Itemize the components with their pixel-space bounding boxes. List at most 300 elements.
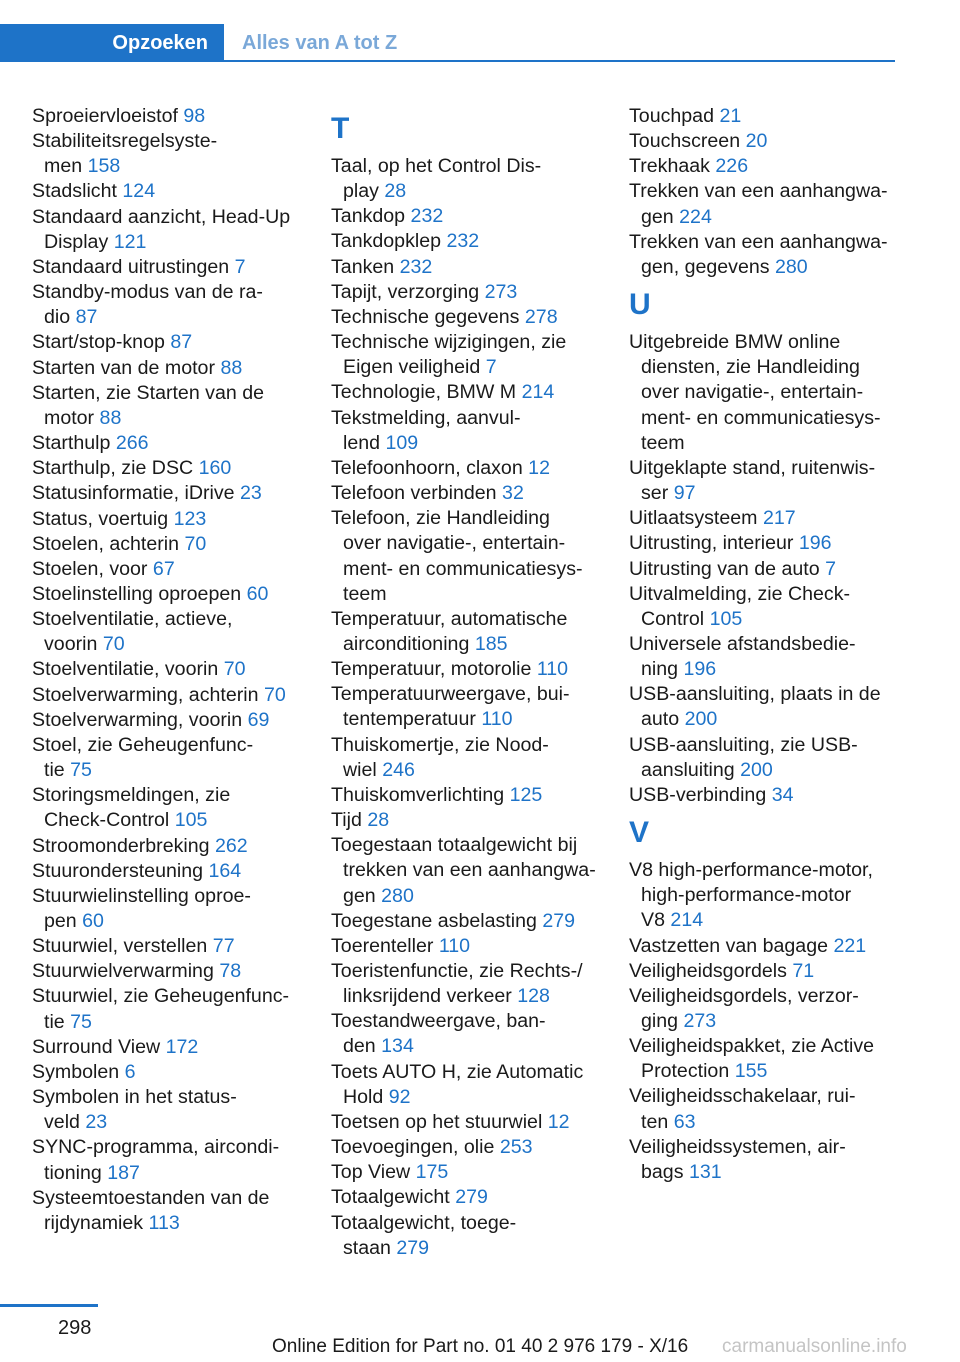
page-link[interactable]: 246 bbox=[382, 758, 415, 781]
entry-text: Uitgeklapte stand, ruitenwis- bbox=[629, 456, 876, 479]
page-link[interactable]: 23 bbox=[85, 1111, 108, 1134]
page-link[interactable]: 232 bbox=[399, 255, 433, 278]
entry-text: Technische wijzigingen, zie bbox=[331, 331, 567, 354]
index-entry bbox=[331, 657, 621, 682]
header-divider bbox=[0, 60, 895, 62]
page-link[interactable]: 253 bbox=[499, 1136, 533, 1159]
page-link[interactable]: 123 bbox=[173, 507, 207, 530]
index-entry bbox=[629, 1084, 919, 1134]
entry-text: Stuurwielverwarming bbox=[32, 960, 214, 983]
page-link[interactable]: 221 bbox=[833, 934, 867, 957]
page-link[interactable]: 124 bbox=[122, 180, 156, 203]
index-entry bbox=[331, 783, 621, 808]
index-entry bbox=[629, 934, 919, 959]
entry-text: men bbox=[44, 155, 83, 178]
entry-text: Tapijt, verzorging bbox=[331, 280, 480, 303]
page-link[interactable]: 279 bbox=[455, 1186, 488, 1209]
entry-text: Sproeiervloeistof bbox=[32, 105, 178, 127]
index-entry bbox=[331, 1211, 621, 1261]
edition-note: Online Edition for Part no. 01 40 2 976 179 - X/16 bbox=[272, 1336, 689, 1357]
entry-text: Uitrusting, interieur bbox=[629, 532, 794, 555]
index-entry bbox=[32, 557, 322, 582]
page-link[interactable]: 128 bbox=[517, 985, 550, 1008]
entry-text: Symbolen bbox=[32, 1060, 120, 1083]
entry-text: tentemperatuur bbox=[343, 708, 476, 731]
index-entry bbox=[629, 733, 919, 783]
entry-text: Telefoon verbinden bbox=[331, 482, 497, 505]
page-link[interactable]: 280 bbox=[381, 884, 414, 907]
entry-text: Standaard uitrustingen bbox=[32, 255, 230, 278]
entry-text: gen bbox=[641, 205, 674, 228]
page-link[interactable]: 78 bbox=[219, 960, 242, 983]
entry-text: high-performance-motor bbox=[641, 884, 852, 907]
header-tab-bar bbox=[0, 24, 895, 62]
page-link[interactable]: 121 bbox=[113, 230, 147, 253]
index-entry bbox=[331, 204, 621, 229]
page-number: 298 bbox=[58, 1317, 92, 1339]
entry-text: aansluiting bbox=[641, 758, 735, 781]
entry-text: Touchscreen bbox=[629, 130, 741, 153]
entry-text: Totaalgewicht bbox=[331, 1186, 450, 1209]
page-link[interactable]: 105 bbox=[709, 607, 743, 630]
page-link[interactable]: 70 bbox=[263, 683, 286, 706]
index-entry bbox=[629, 557, 919, 582]
index-entry bbox=[629, 506, 919, 531]
entry-text: Stoel, zie Geheugenfunc- bbox=[32, 733, 254, 756]
entry-text: Toerenteller bbox=[331, 934, 434, 957]
index-entry bbox=[32, 179, 322, 204]
page-link[interactable]: 70 bbox=[223, 658, 246, 681]
entry-text: Stroomonderbreking bbox=[32, 834, 210, 857]
index-entry bbox=[331, 481, 621, 506]
index-entry bbox=[32, 657, 322, 682]
page-link[interactable]: 273 bbox=[683, 1010, 717, 1032]
index-entry bbox=[331, 305, 621, 330]
entry-text: Tankdop bbox=[331, 205, 406, 228]
index-entry bbox=[629, 783, 919, 808]
page-link[interactable]: 217 bbox=[762, 507, 796, 530]
entry-text: Toets AUTO H, zie Automatic bbox=[331, 1060, 584, 1083]
page-link[interactable]: 172 bbox=[165, 1035, 199, 1058]
index-entry bbox=[331, 934, 621, 959]
index-entry bbox=[331, 1060, 621, 1110]
entry-text: trekken van een aanhangwa- bbox=[343, 859, 596, 882]
page-link[interactable]: 134 bbox=[381, 1035, 414, 1058]
entry-text: Stuurondersteuning bbox=[32, 859, 204, 882]
entry-text: Taal, op het Control Dis- bbox=[331, 155, 542, 177]
index-entry bbox=[32, 733, 322, 783]
entry-text: Stoelen, voor bbox=[32, 557, 148, 580]
entry-text: Standaard aanzicht, Head-Up bbox=[32, 205, 291, 228]
page-link[interactable]: 155 bbox=[734, 1060, 768, 1083]
entry-text: USB-aansluiting, plaats in de bbox=[629, 683, 881, 706]
entry-text: Uitgebreide BMW online bbox=[629, 331, 841, 354]
entry-text: Starten, zie Starten van de bbox=[32, 381, 264, 404]
entry-text: Stoelinstelling oproepen bbox=[32, 582, 242, 605]
index-entry bbox=[331, 280, 621, 305]
page-link[interactable]: 75 bbox=[70, 759, 92, 782]
page-link[interactable]: 175 bbox=[415, 1161, 449, 1184]
page-link[interactable]: 71 bbox=[792, 959, 815, 982]
index-entry bbox=[32, 984, 322, 1034]
index-entry bbox=[32, 280, 322, 330]
index-entry bbox=[331, 682, 621, 732]
page-link[interactable]: 110 bbox=[438, 934, 471, 957]
entry-text: Starthulp bbox=[32, 432, 111, 455]
page-link[interactable]: 196 bbox=[798, 532, 832, 555]
index-entry bbox=[32, 959, 322, 984]
entry-text: rijdynamiek bbox=[44, 1211, 144, 1234]
index-entry bbox=[331, 833, 621, 908]
entry-text: Totaalgewicht, toege- bbox=[331, 1211, 517, 1234]
section-letter: T bbox=[331, 112, 350, 145]
entry-text: Technische gegevens bbox=[331, 305, 520, 328]
page-link[interactable]: 6 bbox=[124, 1060, 136, 1083]
entry-text: Tijd bbox=[331, 809, 362, 832]
entry-text: bags bbox=[641, 1160, 684, 1183]
entry-text: gen, gegevens bbox=[641, 255, 770, 278]
page-link[interactable]: 164 bbox=[208, 859, 242, 882]
entry-text: Temperatuur, automatische bbox=[331, 607, 568, 630]
entry-text: Check-Control bbox=[44, 809, 170, 832]
index-entry bbox=[32, 104, 322, 129]
index-entry bbox=[331, 959, 621, 1009]
index-entry bbox=[32, 934, 322, 959]
page-link[interactable]: 12 bbox=[528, 456, 550, 479]
page-link[interactable]: 70 bbox=[184, 532, 207, 555]
index-entry bbox=[331, 1135, 621, 1160]
page-link[interactable]: 87 bbox=[75, 306, 98, 329]
entry-text: Top View bbox=[331, 1161, 411, 1184]
page-link[interactable]: 34 bbox=[771, 783, 794, 806]
footer-accent-line bbox=[0, 1304, 98, 1307]
entry-text: Tanken bbox=[331, 255, 395, 278]
page-link[interactable]: 110 bbox=[536, 658, 569, 681]
index-entry bbox=[331, 607, 621, 657]
entry-text: Temperatuurweergave, bui- bbox=[331, 683, 570, 706]
entry-text: Symbolen in het status- bbox=[32, 1086, 237, 1109]
index-entry bbox=[331, 1009, 621, 1059]
index-entry bbox=[331, 1185, 621, 1210]
entry-text: Touchpad bbox=[629, 105, 714, 127]
index-entry bbox=[629, 1135, 919, 1185]
entry-text: Stuurwiel, zie Geheugenfunc- bbox=[32, 985, 290, 1008]
index-entry bbox=[331, 380, 621, 405]
page-link[interactable]: 279 bbox=[542, 909, 576, 932]
page-link[interactable]: 7 bbox=[234, 255, 246, 278]
index-entry bbox=[331, 154, 621, 204]
index-entry bbox=[32, 607, 322, 657]
entry-text: teem bbox=[343, 582, 387, 605]
entry-text: wiel bbox=[343, 758, 377, 781]
page-link[interactable]: 88 bbox=[99, 406, 122, 429]
index-entry bbox=[32, 532, 322, 557]
entry-text: USB-aansluiting, zie USB- bbox=[629, 733, 858, 756]
page-link[interactable]: 20 bbox=[745, 130, 768, 153]
page-link[interactable]: 232 bbox=[446, 230, 480, 253]
page-link[interactable]: 23 bbox=[240, 482, 262, 505]
entry-text: teem bbox=[641, 431, 685, 454]
index-entry bbox=[331, 330, 621, 380]
index-entry bbox=[32, 456, 322, 481]
index-entry bbox=[629, 531, 919, 556]
entry-text: Temperatuur, motorolie bbox=[331, 658, 532, 681]
page-link[interactable]: 67 bbox=[152, 557, 175, 580]
index-entry bbox=[32, 884, 322, 934]
entry-text: Eigen veiligheid bbox=[343, 356, 481, 379]
index-entry bbox=[331, 733, 621, 783]
entry-text: Toestandweergave, ban- bbox=[331, 1010, 546, 1033]
entry-text: Toetsen op het stuurwiel bbox=[331, 1110, 543, 1133]
index-entry bbox=[629, 682, 919, 732]
page-link[interactable]: 273 bbox=[484, 280, 518, 303]
index-entry bbox=[32, 431, 322, 456]
page-link[interactable]: 187 bbox=[107, 1161, 140, 1184]
index-column-1 bbox=[32, 104, 322, 1236]
index-entry bbox=[32, 1135, 322, 1185]
page-link[interactable]: 262 bbox=[214, 834, 248, 857]
page-link[interactable]: 266 bbox=[115, 432, 149, 455]
entry-text: airconditioning bbox=[343, 632, 470, 655]
entry-text: Thuiskomverlichting bbox=[331, 783, 505, 806]
page-link[interactable]: 97 bbox=[673, 482, 696, 505]
entry-text: Stadslicht bbox=[32, 180, 117, 203]
entry-text: ging bbox=[641, 1010, 679, 1032]
page-link[interactable]: 280 bbox=[775, 255, 808, 278]
page-link[interactable]: 214 bbox=[670, 909, 704, 932]
entry-text: Veiligheidspakket, zie Active bbox=[629, 1035, 875, 1058]
entry-text: Telefoon, zie Handleiding bbox=[331, 507, 550, 530]
page-link[interactable]: 21 bbox=[719, 105, 742, 127]
page-link[interactable]: 7 bbox=[825, 557, 836, 580]
entry-text: V8 high-performance-motor, bbox=[629, 859, 873, 882]
index-entry bbox=[629, 1034, 919, 1084]
page-link[interactable]: 125 bbox=[509, 783, 543, 806]
index-entry bbox=[331, 808, 621, 833]
page-link[interactable]: 7 bbox=[485, 356, 497, 379]
page-link[interactable]: 69 bbox=[247, 708, 270, 731]
entry-text: over navigatie-, entertain- bbox=[641, 381, 864, 404]
entry-text: tioning bbox=[44, 1161, 102, 1184]
page-link[interactable]: 98 bbox=[183, 105, 206, 127]
page-link[interactable]: 185 bbox=[474, 632, 508, 655]
entry-text: V8 bbox=[641, 909, 665, 932]
entry-text: Stoelventilatie, voorin bbox=[32, 658, 219, 681]
entry-text: pen bbox=[44, 910, 77, 932]
entry-text: Starten van de motor bbox=[32, 356, 215, 379]
entry-text: Hold bbox=[343, 1085, 384, 1108]
entry-text: play bbox=[343, 180, 379, 203]
index-entry bbox=[32, 205, 322, 255]
entry-text: Trekken van een aanhangwa- bbox=[629, 230, 888, 253]
index-entry bbox=[331, 406, 621, 456]
index-entry bbox=[32, 481, 322, 506]
index-entry bbox=[32, 1186, 322, 1236]
entry-text: voorin bbox=[44, 633, 98, 656]
entry-text: Trekken van een aanhangwa- bbox=[629, 180, 888, 203]
index-entry bbox=[629, 984, 919, 1034]
entry-text: Starthulp, zie DSC bbox=[32, 457, 194, 480]
entry-text: Toegestane asbelasting bbox=[331, 909, 537, 932]
entry-text: Stoelventilatie, actieve, bbox=[32, 608, 233, 631]
entry-text: Standby-modus van de ra- bbox=[32, 281, 263, 304]
entry-text: den bbox=[343, 1035, 376, 1058]
index-entry bbox=[32, 381, 322, 431]
entry-text: lend bbox=[343, 431, 381, 454]
page-link[interactable]: 200 bbox=[740, 758, 773, 781]
index-entry bbox=[629, 104, 919, 129]
entry-text: Universele afstandsbedie- bbox=[629, 632, 856, 655]
page-link[interactable]: 87 bbox=[170, 331, 193, 354]
index-entry bbox=[331, 229, 621, 254]
index-entry bbox=[331, 909, 621, 934]
tab-alles-van-a-tot-z[interactable]: Alles van A tot Z bbox=[242, 32, 398, 54]
entry-text: Veiligheidsgordels, verzor- bbox=[629, 984, 859, 1007]
entry-text: ment- en communicatiesys- bbox=[343, 557, 583, 580]
page-link[interactable]: 110 bbox=[481, 708, 513, 731]
entry-text: Vastzetten van bagage bbox=[629, 934, 828, 957]
page-link[interactable]: 105 bbox=[174, 809, 208, 832]
entry-text: Tekstmelding, aanvul- bbox=[331, 406, 521, 429]
page-link[interactable]: 226 bbox=[715, 155, 749, 178]
entry-text: ser bbox=[641, 482, 669, 505]
section-letter: U bbox=[629, 288, 651, 322]
entry-text: Uitlaatsysteem bbox=[629, 507, 758, 530]
index-entry bbox=[331, 1160, 621, 1185]
page-link[interactable]: 75 bbox=[70, 1010, 92, 1033]
entry-text: ning bbox=[641, 658, 679, 681]
entry-text: Surround View bbox=[32, 1035, 161, 1058]
entry-text: Systeemtoestanden van de bbox=[32, 1186, 270, 1209]
entry-text: Trekhaak bbox=[629, 155, 710, 178]
entry-text: over navigatie-, entertain- bbox=[343, 532, 566, 555]
index-entry bbox=[629, 179, 919, 229]
page-link[interactable]: 88 bbox=[220, 356, 243, 379]
entry-text: Protection bbox=[641, 1060, 730, 1083]
index-entry bbox=[629, 230, 919, 280]
entry-text: Statusinformatie, iDrive bbox=[32, 482, 235, 505]
page-link[interactable]: 32 bbox=[502, 482, 524, 505]
entry-text: tie bbox=[44, 759, 65, 782]
index-entry bbox=[629, 959, 919, 984]
entry-text: USB-verbinding bbox=[629, 783, 767, 806]
entry-text: SYNC-programma, aircondi- bbox=[32, 1136, 280, 1159]
entry-text: Telefoonhoorn, claxon bbox=[331, 456, 523, 479]
index-entry bbox=[32, 1035, 322, 1060]
index-entry bbox=[32, 859, 322, 884]
page-link[interactable]: 113 bbox=[148, 1211, 180, 1234]
index-entry bbox=[629, 129, 919, 154]
entry-text: Technologie, BMW M bbox=[331, 381, 517, 404]
entry-text: Uitrusting van de auto bbox=[629, 557, 820, 580]
index-entry bbox=[629, 582, 919, 632]
page-link[interactable]: 70 bbox=[102, 633, 125, 656]
entry-text: Display bbox=[44, 230, 109, 253]
index-entry bbox=[32, 783, 322, 833]
entry-text: Toeristenfunctie, zie Rechts-/ bbox=[331, 960, 583, 982]
entry-text: Veiligheidssystemen, air- bbox=[629, 1135, 846, 1158]
entry-text: staan bbox=[343, 1236, 391, 1259]
index-entry bbox=[629, 154, 919, 179]
entry-text: Stoelverwarming, achterin bbox=[32, 683, 259, 706]
index-entry bbox=[32, 356, 322, 381]
entry-text: Status, voertuig bbox=[32, 507, 169, 530]
index-entry bbox=[32, 330, 322, 355]
entry-text: ment- en communicatiesys- bbox=[641, 406, 881, 429]
index-column-2 bbox=[331, 104, 621, 1261]
entry-text: ten bbox=[641, 1110, 669, 1133]
entry-text: gen bbox=[343, 884, 376, 907]
page-link[interactable]: 131 bbox=[688, 1160, 722, 1183]
entry-text: Toevoegingen, olie bbox=[331, 1136, 495, 1159]
page-link[interactable]: 160 bbox=[198, 457, 232, 480]
page-link[interactable]: 279 bbox=[396, 1236, 430, 1259]
watermark: carmanualsonline.info bbox=[722, 1336, 907, 1357]
index-entry bbox=[629, 632, 919, 682]
page-link[interactable]: 196 bbox=[683, 658, 717, 681]
index-entry bbox=[32, 683, 322, 708]
tab-opzoeken[interactable]: Opzoeken bbox=[0, 24, 224, 62]
entry-text: Stabiliteitsregelsyste- bbox=[32, 130, 218, 153]
entry-text: Veiligheidsschakelaar, rui- bbox=[629, 1085, 856, 1108]
entry-text: Veiligheidsgordels bbox=[629, 959, 787, 982]
page-link[interactable]: 12 bbox=[547, 1110, 570, 1133]
index-entry bbox=[32, 1060, 322, 1085]
page-link[interactable]: 77 bbox=[212, 935, 235, 958]
index-entry bbox=[32, 834, 322, 859]
index-entry bbox=[32, 1085, 322, 1135]
page-link[interactable]: 158 bbox=[87, 155, 121, 178]
page-link[interactable]: 28 bbox=[367, 809, 390, 832]
page-link[interactable]: 60 bbox=[246, 582, 269, 605]
entry-text: Stuurwielinstelling oproe- bbox=[32, 884, 251, 907]
section-letter: V bbox=[629, 816, 650, 850]
entry-text: motor bbox=[44, 406, 95, 429]
page-link[interactable]: 200 bbox=[684, 708, 718, 731]
entry-text: veld bbox=[44, 1111, 80, 1134]
index-entry bbox=[32, 582, 322, 607]
entry-text: Stoelen, achterin bbox=[32, 532, 180, 555]
entry-text: Stoelverwarming, voorin bbox=[32, 708, 243, 731]
page-link[interactable]: 214 bbox=[521, 381, 555, 404]
entry-text: Tankdopklep bbox=[331, 230, 442, 253]
index-entry bbox=[331, 255, 621, 280]
entry-text: tie bbox=[44, 1010, 65, 1033]
index-entry bbox=[629, 330, 919, 456]
entry-text: Control bbox=[641, 607, 705, 630]
entry-text: Stuurwiel, verstellen bbox=[32, 935, 208, 958]
entry-text: Start/stop-knop bbox=[32, 331, 165, 354]
index-entry bbox=[331, 506, 621, 607]
page-link[interactable]: 224 bbox=[679, 205, 712, 228]
index-entry bbox=[629, 456, 919, 506]
index-entry bbox=[331, 456, 621, 481]
entry-text: Uitvalmelding, zie Check- bbox=[629, 582, 851, 605]
page-link[interactable]: 109 bbox=[385, 431, 419, 454]
index-entry bbox=[629, 858, 919, 933]
page-link[interactable]: 92 bbox=[388, 1085, 411, 1108]
index-entry bbox=[32, 708, 322, 733]
entry-text: linksrijdend verkeer bbox=[343, 985, 512, 1008]
entry-text: Storingsmeldingen, zie bbox=[32, 784, 231, 807]
page-link[interactable]: 232 bbox=[410, 205, 444, 228]
entry-text: diensten, zie Handleiding bbox=[641, 356, 860, 379]
page-link[interactable]: 60 bbox=[82, 910, 104, 932]
page-link[interactable]: 63 bbox=[673, 1110, 696, 1133]
page-link[interactable]: 28 bbox=[384, 180, 407, 203]
page-link[interactable]: 278 bbox=[524, 305, 558, 328]
index-entry bbox=[32, 507, 322, 532]
